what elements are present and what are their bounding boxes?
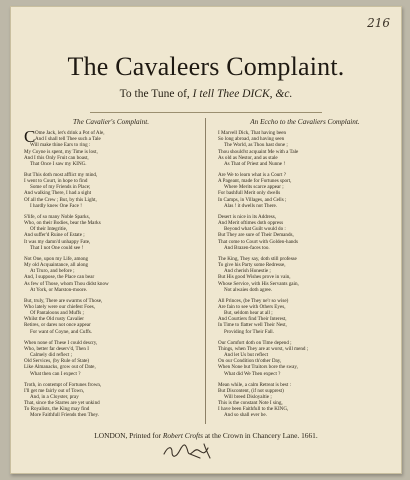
verse-line: And Brazen-faces too. xyxy=(224,244,270,251)
verse-line: Are fain to see with Others Eyes, xyxy=(218,303,286,310)
verse-line: In Camps, in Villages, and Cells ; xyxy=(218,196,287,203)
column-divider xyxy=(205,118,206,424)
left-stanzas xyxy=(24,127,198,419)
verse-line: As old as Nestor, and as stale xyxy=(218,154,278,161)
stanza xyxy=(218,214,392,251)
verse-line: And let Us but reflect xyxy=(224,351,269,358)
verse-line: I went to Court, in hope to find xyxy=(24,178,88,185)
stanza xyxy=(218,340,392,377)
verse-line: And cherish Honestie ; xyxy=(224,268,271,275)
verse-line: A Pageant, made for Fortunes sport, xyxy=(218,178,292,185)
handwritten-signature-icon xyxy=(160,440,220,462)
verse-line: Where Merits scarce appear ; xyxy=(224,184,284,191)
verse-line: But, seldom hear at all ; xyxy=(224,310,273,317)
verse-line: I hardly knew One Face ! xyxy=(30,202,82,209)
verse-line: And I this Only Fruit can boast, xyxy=(24,154,89,161)
verse-line: To Royalists, the King may find xyxy=(24,406,90,413)
verse-line: Thou should'st acquaint Me with a Tale xyxy=(218,148,299,155)
stanza xyxy=(24,298,198,335)
verse-line: But His good Wishes prove in vain, xyxy=(218,274,291,281)
verse-line: When None but Traitors bore the sway, xyxy=(218,364,298,371)
verse-line: In Time to flatter well Their Nest, xyxy=(218,322,287,329)
verse-line: What then can I expect ? xyxy=(30,370,81,377)
verse-line: To give his Party some Redresse, xyxy=(218,261,286,268)
imprint-prefix: LONDON, Printed for xyxy=(94,431,163,440)
verse-line: Of all the Crew ; But, by this Light, xyxy=(24,196,97,203)
verse-line: My Coyne is spent, my Time is lost, xyxy=(24,148,98,155)
verse-line: But, truly, There are swarms of Those, xyxy=(24,297,103,304)
right-column-heading: An Eccho to the Cavaliers Complaint. xyxy=(250,118,360,126)
verse-line: And Merit oftimes doth oppress xyxy=(218,220,284,227)
verse-line: That, since the Starres are yet unkind xyxy=(24,400,100,407)
subtitle-prefix: To the Tune of, xyxy=(119,88,193,100)
verse-line: Troth, in contempt of Fortunes frown, xyxy=(24,381,102,388)
verse-line: As few of Those, whom Thou didst know xyxy=(24,280,109,287)
right-column xyxy=(218,118,392,423)
stanza xyxy=(218,256,392,293)
verse-line: As That of Priest and Nunne ! xyxy=(224,160,286,167)
verse-line: At Truro, and before ; xyxy=(30,268,75,275)
subtitle-tune: I tell Thee DICK, &c. xyxy=(192,88,293,100)
verse-line: Beyond what Guilt would do : xyxy=(224,226,286,233)
verse-line: Are We to learn what is a Court ? xyxy=(218,171,286,178)
stanza xyxy=(218,382,392,419)
verse-line: Who, better far deserv'd, Then I xyxy=(24,345,89,352)
imprint-name: Robert Crofts xyxy=(162,431,203,440)
stanza xyxy=(24,256,198,293)
verse-line: Who, on their Bodies, bear the Marks xyxy=(24,220,101,227)
stanza xyxy=(24,172,198,209)
verse-line: Not alwaies doth agree. xyxy=(224,286,273,293)
verse-line: Alas ! it dwells not There. xyxy=(224,202,278,209)
verse-line: Whose Service, with His Servants gain, xyxy=(218,280,299,287)
verse-line: Ome Jack, let's drink a Pot of Ale, xyxy=(35,130,105,136)
verse-line: The World, as Thou hast done ; xyxy=(224,142,288,149)
verse-line: Mean while, a calm Retreat is best : xyxy=(218,381,291,388)
verse-line: S'life, of so many Noble Sparks, xyxy=(24,213,90,220)
stanza xyxy=(218,298,392,335)
verse-line: Old Services, (by Rule of State) xyxy=(24,358,90,365)
verse-line: Whilst the Old rusty Cavalier xyxy=(24,316,84,323)
verse-line: I have been Faithfull to the KING, xyxy=(218,406,289,413)
verse-line: Like Almanacks, grow out of Date, xyxy=(24,364,96,371)
verse-line: More Faithfull Friends then They. xyxy=(30,412,100,419)
verse-line: Some of my Friends in Place; xyxy=(30,184,91,191)
page-title: The Cavaleers Complaint. xyxy=(67,52,345,81)
verse-line: Who lately were our chiefest Foes, xyxy=(24,303,96,310)
verse-line: That Once I saw my KING. xyxy=(30,160,87,167)
verse-line: That I not One could see ! xyxy=(30,244,84,251)
verse-line: And suffer'd Ruine of Estate ; xyxy=(24,232,85,239)
left-column xyxy=(24,118,198,423)
verse-line: For bashfull Merit only dwells xyxy=(218,190,281,197)
verse-line: Of their Integritie, xyxy=(30,226,68,233)
stanza xyxy=(24,382,198,419)
imprint xyxy=(10,431,402,440)
verse-line: That come to Court with Golden-hands xyxy=(218,238,298,245)
verse-line: And, in a Cloyster, pray xyxy=(30,393,79,400)
verse-line: My old Acquaintance, all along xyxy=(24,261,89,268)
left-column-heading: The Cavalier's Complaint. xyxy=(72,118,149,126)
folio-number: 216 xyxy=(367,16,390,30)
verse-line: But They are sure of Their Demands, xyxy=(218,232,294,239)
stanza xyxy=(24,340,198,377)
stanza xyxy=(218,172,392,209)
verse-line: Calmely did reflect ; xyxy=(30,351,73,358)
verse-line: This is the constant Note I sing, xyxy=(218,400,283,407)
verse-line: But This doth most afflict my mind, xyxy=(24,171,98,178)
verse-line: I'll get me fairly out of Town, xyxy=(24,387,85,394)
verse-line: Providing for Their Fall. xyxy=(224,328,274,335)
verse-line: It was my damn'd unhappy Fate, xyxy=(24,238,91,245)
page-subtitle xyxy=(10,88,402,100)
verse-line: Retires, or dares not once appear xyxy=(24,322,91,329)
broadside-sheet xyxy=(10,6,402,474)
drop-cap: C xyxy=(24,127,36,146)
verse-line: At York, or Marston-moore. xyxy=(30,286,88,293)
verse-line: But Discontent, (if not supprest) xyxy=(218,387,284,394)
verse-line: The King, They say, doth still professe xyxy=(218,255,297,262)
verse-line: And, I suppose, the Place can bear xyxy=(24,274,95,281)
verse-line: What did We Then expect ? xyxy=(224,370,281,377)
verse-line: On our Condition th'other Day, xyxy=(218,358,282,365)
verse-line: I Marvell Dick, That having been xyxy=(218,130,287,136)
verse-line: And Courtiers find Their Interest, xyxy=(218,316,287,323)
verse-line: Will make thine Ears to ring : xyxy=(30,142,91,149)
verse-line: Our Comfort doth on Time depend ; xyxy=(218,339,292,346)
verse-line: For want of Coyne, and Cuffs. xyxy=(30,328,93,335)
verse-line: Things, when They are at worst, will mend ; xyxy=(218,345,309,352)
right-stanzas xyxy=(218,130,392,419)
verse-line: Will breed Disloyaltie ; xyxy=(224,393,272,400)
verse-line: Desert is nice in its Address, xyxy=(218,213,277,220)
stanza xyxy=(24,214,198,251)
stanza xyxy=(218,130,392,167)
verse-line: Not One, upon my Life, among xyxy=(24,255,89,262)
verse-line: Of Pantaloons and Muffs ; xyxy=(30,310,84,317)
verse-line: And I shall tell Thee such a Tale xyxy=(35,136,101,143)
stanza xyxy=(24,127,198,167)
imprint-suffix: at the Crown in Chancery Lane. 1661. xyxy=(203,431,318,440)
verse-line: So long abroad, and having seen xyxy=(218,136,285,143)
verse-line: When none of These I could descry, xyxy=(24,339,98,346)
verse-line: And so shall ever be. xyxy=(224,412,267,419)
verse-line: And walking There, I had a sight xyxy=(24,190,92,197)
verse-line: All Princes, (be They ne'r so wise) xyxy=(218,297,289,304)
title-rule xyxy=(90,112,322,113)
